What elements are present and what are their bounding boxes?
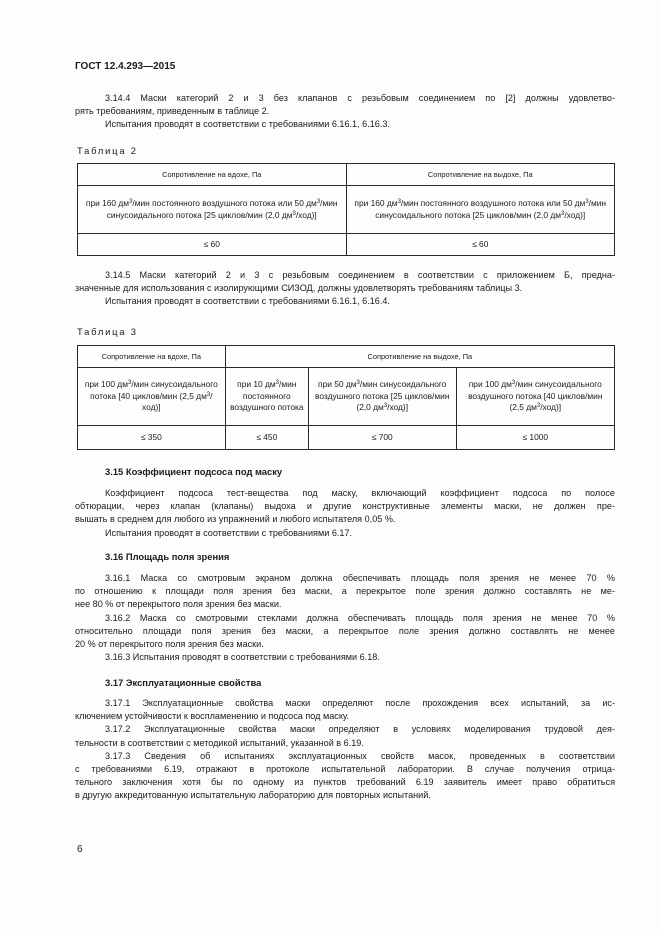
text-line: 3.16.3 Испытания проводят в соответствии с требованиями 6.18. [105, 652, 380, 663]
table-2-header-inhale: Сопротивление на вдохе, Па [78, 164, 347, 186]
text-line: тельности в соответствии с методикой испытаний, указанной в 6.19. [75, 737, 364, 748]
table-2-caption: Таблица 2 [77, 145, 138, 156]
text-line: 3.16.1 Маска со смотровым экраном должна обеспечивать площадь поля зрения не менее 70 % [105, 573, 615, 583]
paragraph-3-14-5 [75, 269, 615, 309]
section-3-17-heading: 3.17 Эксплуатационные свойства [105, 677, 262, 688]
table-2-condition-inhale: при 160 $дм^3$/мин постоянного воздушного потока или 50 $дм^3$/мин синусоидального потока [25 циклов/мин (2,0 $дм^3/ход$)] [78, 186, 347, 234]
paragraph-3-14-4 [75, 92, 615, 132]
document-header: ГОСТ 12.4.293—2015 [75, 61, 176, 72]
text-line: Коэффициент подсоса тест-вещества под маску, включающий коэффициент подсоса по полосе [105, 488, 615, 498]
section-3-16-heading: 3.16 Площадь поля зрения [105, 551, 230, 562]
table-3-condition-exhale-50: при 50 $дм^3$/мин синусоидального воздушного потока [25 циклов/мин (2,0 $дм^3/ход$)] [308, 368, 456, 426]
text-line: 3.16.2 Маска со смотровыми стеклами должна обеспечивать площадь поля зрения не менее 70 % [105, 612, 615, 623]
text-line: 3.17.3 Сведения об испытаниях эксплуатационных свойств масок, проведенных в соответствии [105, 750, 615, 761]
text-line: ключением устойчивости к воспламенению и подсоса под маску. [75, 711, 350, 722]
table-3-condition-exhale-constant: при 10 $дм^3$/мин постоянного воздушного потока [225, 368, 308, 426]
section-3-15-heading: 3.15 Коэффициент подсоса под маску [105, 466, 283, 477]
table-3-value-exhale-constant: ≤ 450 [225, 426, 308, 450]
text-line: 3.14.4 Маски категорий 2 и 3 без клапанов с резьбовым соединением по [2] должны удовлетво- [105, 93, 615, 103]
table-3-value-inhale: ≤ 350 [78, 426, 226, 450]
text-line: 3.17.2 Эксплуатационные свойства маски определяют в условиях моделирования трудовой дея- [105, 724, 615, 735]
table-2-value-exhale: ≤ 60 [346, 234, 615, 256]
table-3-caption: Таблица 3 [77, 326, 138, 337]
table-3-header-exhale: Сопротивление на выдохе, Па [225, 346, 614, 368]
table-3-condition-inhale: при 100 $дм^3$/мин синусоидального потока [40 циклов/мин (2,5 $дм^3/ход$)] [78, 368, 226, 426]
text-line: рять требованиям, приведенным в таблице 2. [75, 106, 270, 117]
table-2-condition-exhale: при 160 $дм^3$/мин постоянного воздушного потока или 50 $дм^3$/мин синусоидального потока [25 циклов/мин (2,0 $дм^3/ход$)] [346, 186, 615, 234]
table-2 [77, 163, 615, 256]
text-line: нее 80 % от перекрытого поля зрения без маски. [75, 599, 282, 610]
text-line: Испытания проводят в соответствии с требованиями 6.16.1, 6.16.4. [105, 296, 390, 307]
text-line: тельного заключения хотя бы по одному из пунктов требований 6.19 заявитель имеет право обратиться [75, 777, 615, 788]
table-3-condition-exhale-100: при 100 $дм^3$/мин синусоидального воздушного потока [40 циклов/мин (2,5 $дм^3/ход$)] [456, 368, 614, 426]
text-line: относительно площади поля зрения без маски, а перекрытое поле зрения должно составлять не менее [75, 625, 615, 636]
text-line: значенные для использования с изолирующими СИЗОД, должны удовлетворять требованиям таблицы 3. [75, 283, 523, 294]
section-3-15-body [75, 487, 615, 540]
page-number: 6 [77, 844, 83, 855]
text-line: вышать в среднем для любого из упражнений и любого испытателя 0,05 %. [75, 514, 396, 525]
text-line: 3.14.5 Маски категорий 2 и 3 с резьбовым соединением в соответствии с приложением Б, предна- [105, 270, 615, 280]
table-3 [77, 345, 615, 450]
text-line: по отношению к площади поля зрения без маски, а перекрытое поле зрения должно составлять не ме- [75, 586, 615, 597]
table-3-value-exhale-50: ≤ 700 [308, 426, 456, 450]
text-line: в другую аккредитованную испытательную лабораторию для повторных испытаний. [75, 790, 431, 801]
section-3-17-body [75, 697, 615, 803]
text-line: 20 % от перекрытого поля зрения без маски. [75, 639, 264, 650]
text-line: обтюрации, через клапан (клапаны) выдоха и другие конструктивные элементы маски, не должен пре- [75, 501, 615, 512]
text-line: с требованиями 6.19, отражают в протоколе испытательной лаборатории. В случае получения отрица- [75, 764, 615, 775]
table-3-header-inhale: Сопротивление на вдохе, Па [78, 346, 226, 368]
text-line: 3.17.1 Эксплуатационные свойства маски определяют после прохождения всех испытаний, за ис- [105, 698, 615, 708]
text-line: Испытания проводят в соответствии с требованиями 6.17. [105, 527, 353, 538]
table-2-value-inhale: ≤ 60 [78, 234, 347, 256]
text-line: Испытания проводят в соответствии с требованиями 6.16.1, 6.16.3. [105, 119, 390, 130]
table-2-header-exhale: Сопротивление на выдохе, Па [346, 164, 615, 186]
section-3-16-body [75, 572, 615, 664]
table-3-value-exhale-100: ≤ 1000 [456, 426, 614, 450]
